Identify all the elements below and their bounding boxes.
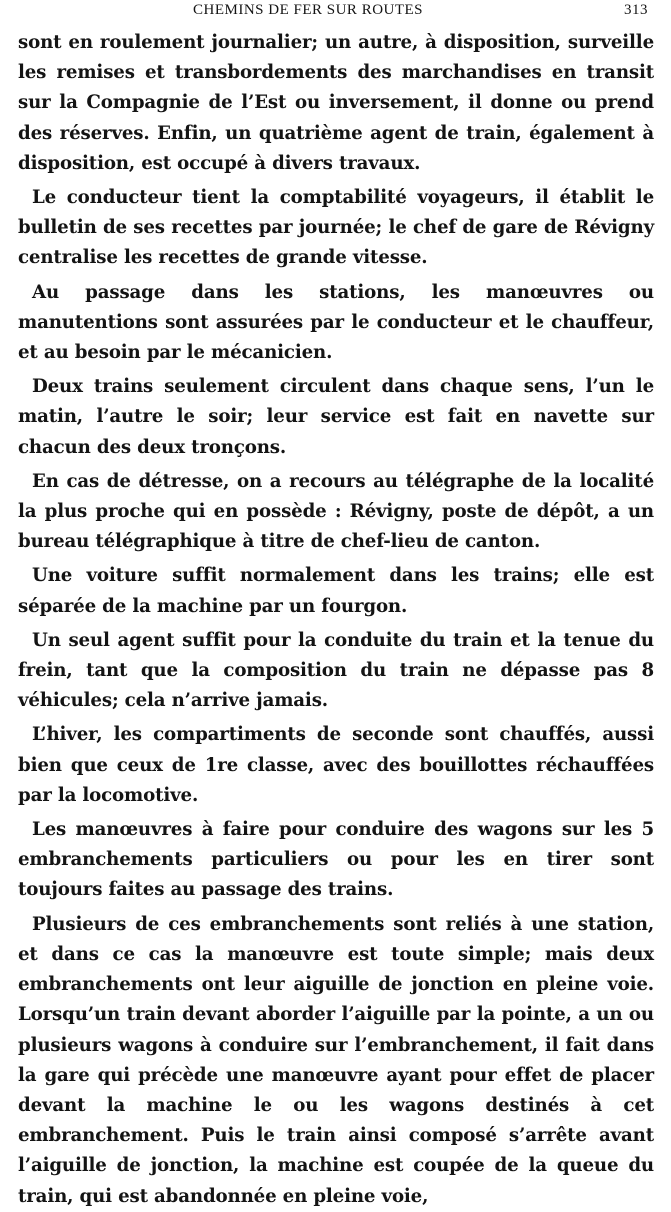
paragraph: L’hiver, les compartiments de seconde sont chauffés, aussi bien que ceux de 1re classe, avec des bouillottes réchauffées par la locomotive. xyxy=(18,724,654,806)
body-text xyxy=(18,28,654,1212)
book-page xyxy=(18,2,654,1212)
running-title: CHEMINS DE FER SUR ROUTES xyxy=(193,2,424,18)
paragraph: Un seul agent suffit pour la conduite du train et la tenue du frein, tant que la composition du train ne dépasse pas 8 véhicules; cela n’arrive jamais. xyxy=(18,629,654,712)
paragraph: Le conducteur tient la comptabilité voyageurs, il établit le bulletin de ses recettes par journée; le chef de gare de Révigny centralise les recettes de grande vitesse. xyxy=(18,187,654,269)
page-number: 313 xyxy=(624,2,648,18)
paragraph: Deux trains seulement circulent dans chaque sens, l’un le matin, l’autre le soir; leur service est fait en navette sur chacun des deux tronçons. xyxy=(18,376,654,458)
paragraph: Plusieurs de ces embranchements sont reliés à une station, et dans ce cas la manœuvre est toute simple; mais deux embranchements ont leur aiguille de jonction en pleine voie. Lorsqu’un train devant aborder l’aiguille par la pointe, a un ou plusieurs wagons à conduire sur l’embranchement, il fait dans la gare qui précède une manœuvre ayant pour effet de placer devant la machine le ou les wagons destinés à cet embranchement. Puis le train ainsi composé s’arrête avant l’aiguille de jonction, la machine est coupée de la queue du train, qui est abandonnée en pleine voie, xyxy=(18,913,654,1207)
paragraph: Au passage dans les stations, les manœuvres ou manutentions sont assurées par le conducteur et le chauffeur, et au besoin par le mécanicien. xyxy=(18,281,654,364)
paragraph-continuation: sont en roulement journalier; un autre, à disposition, surveille les remises et transbordements des marchandises en transit sur la Compagnie de l’Est ou inversement, il donne ou prend des réserves. Enfin, un quatrième agent de train, également à disposition, est occupé à divers travaux. xyxy=(18,32,654,174)
paragraph: Les manœuvres à faire pour conduire des wagons sur les 5 embranchements particuliers ou pour les en tirer sont toujours faites au passage des trains. xyxy=(18,819,654,901)
page-header xyxy=(18,2,654,28)
paragraph: Une voiture suffit normalement dans les trains; elle est séparée de la machine par un fourgon. xyxy=(18,565,654,617)
paragraph: En cas de détresse, on a recours au télégraphe de la localité la plus proche qui en possède : Révigny, poste de dépôt, a un bureau télégraphique à titre de chef-lieu de canton. xyxy=(18,470,654,553)
